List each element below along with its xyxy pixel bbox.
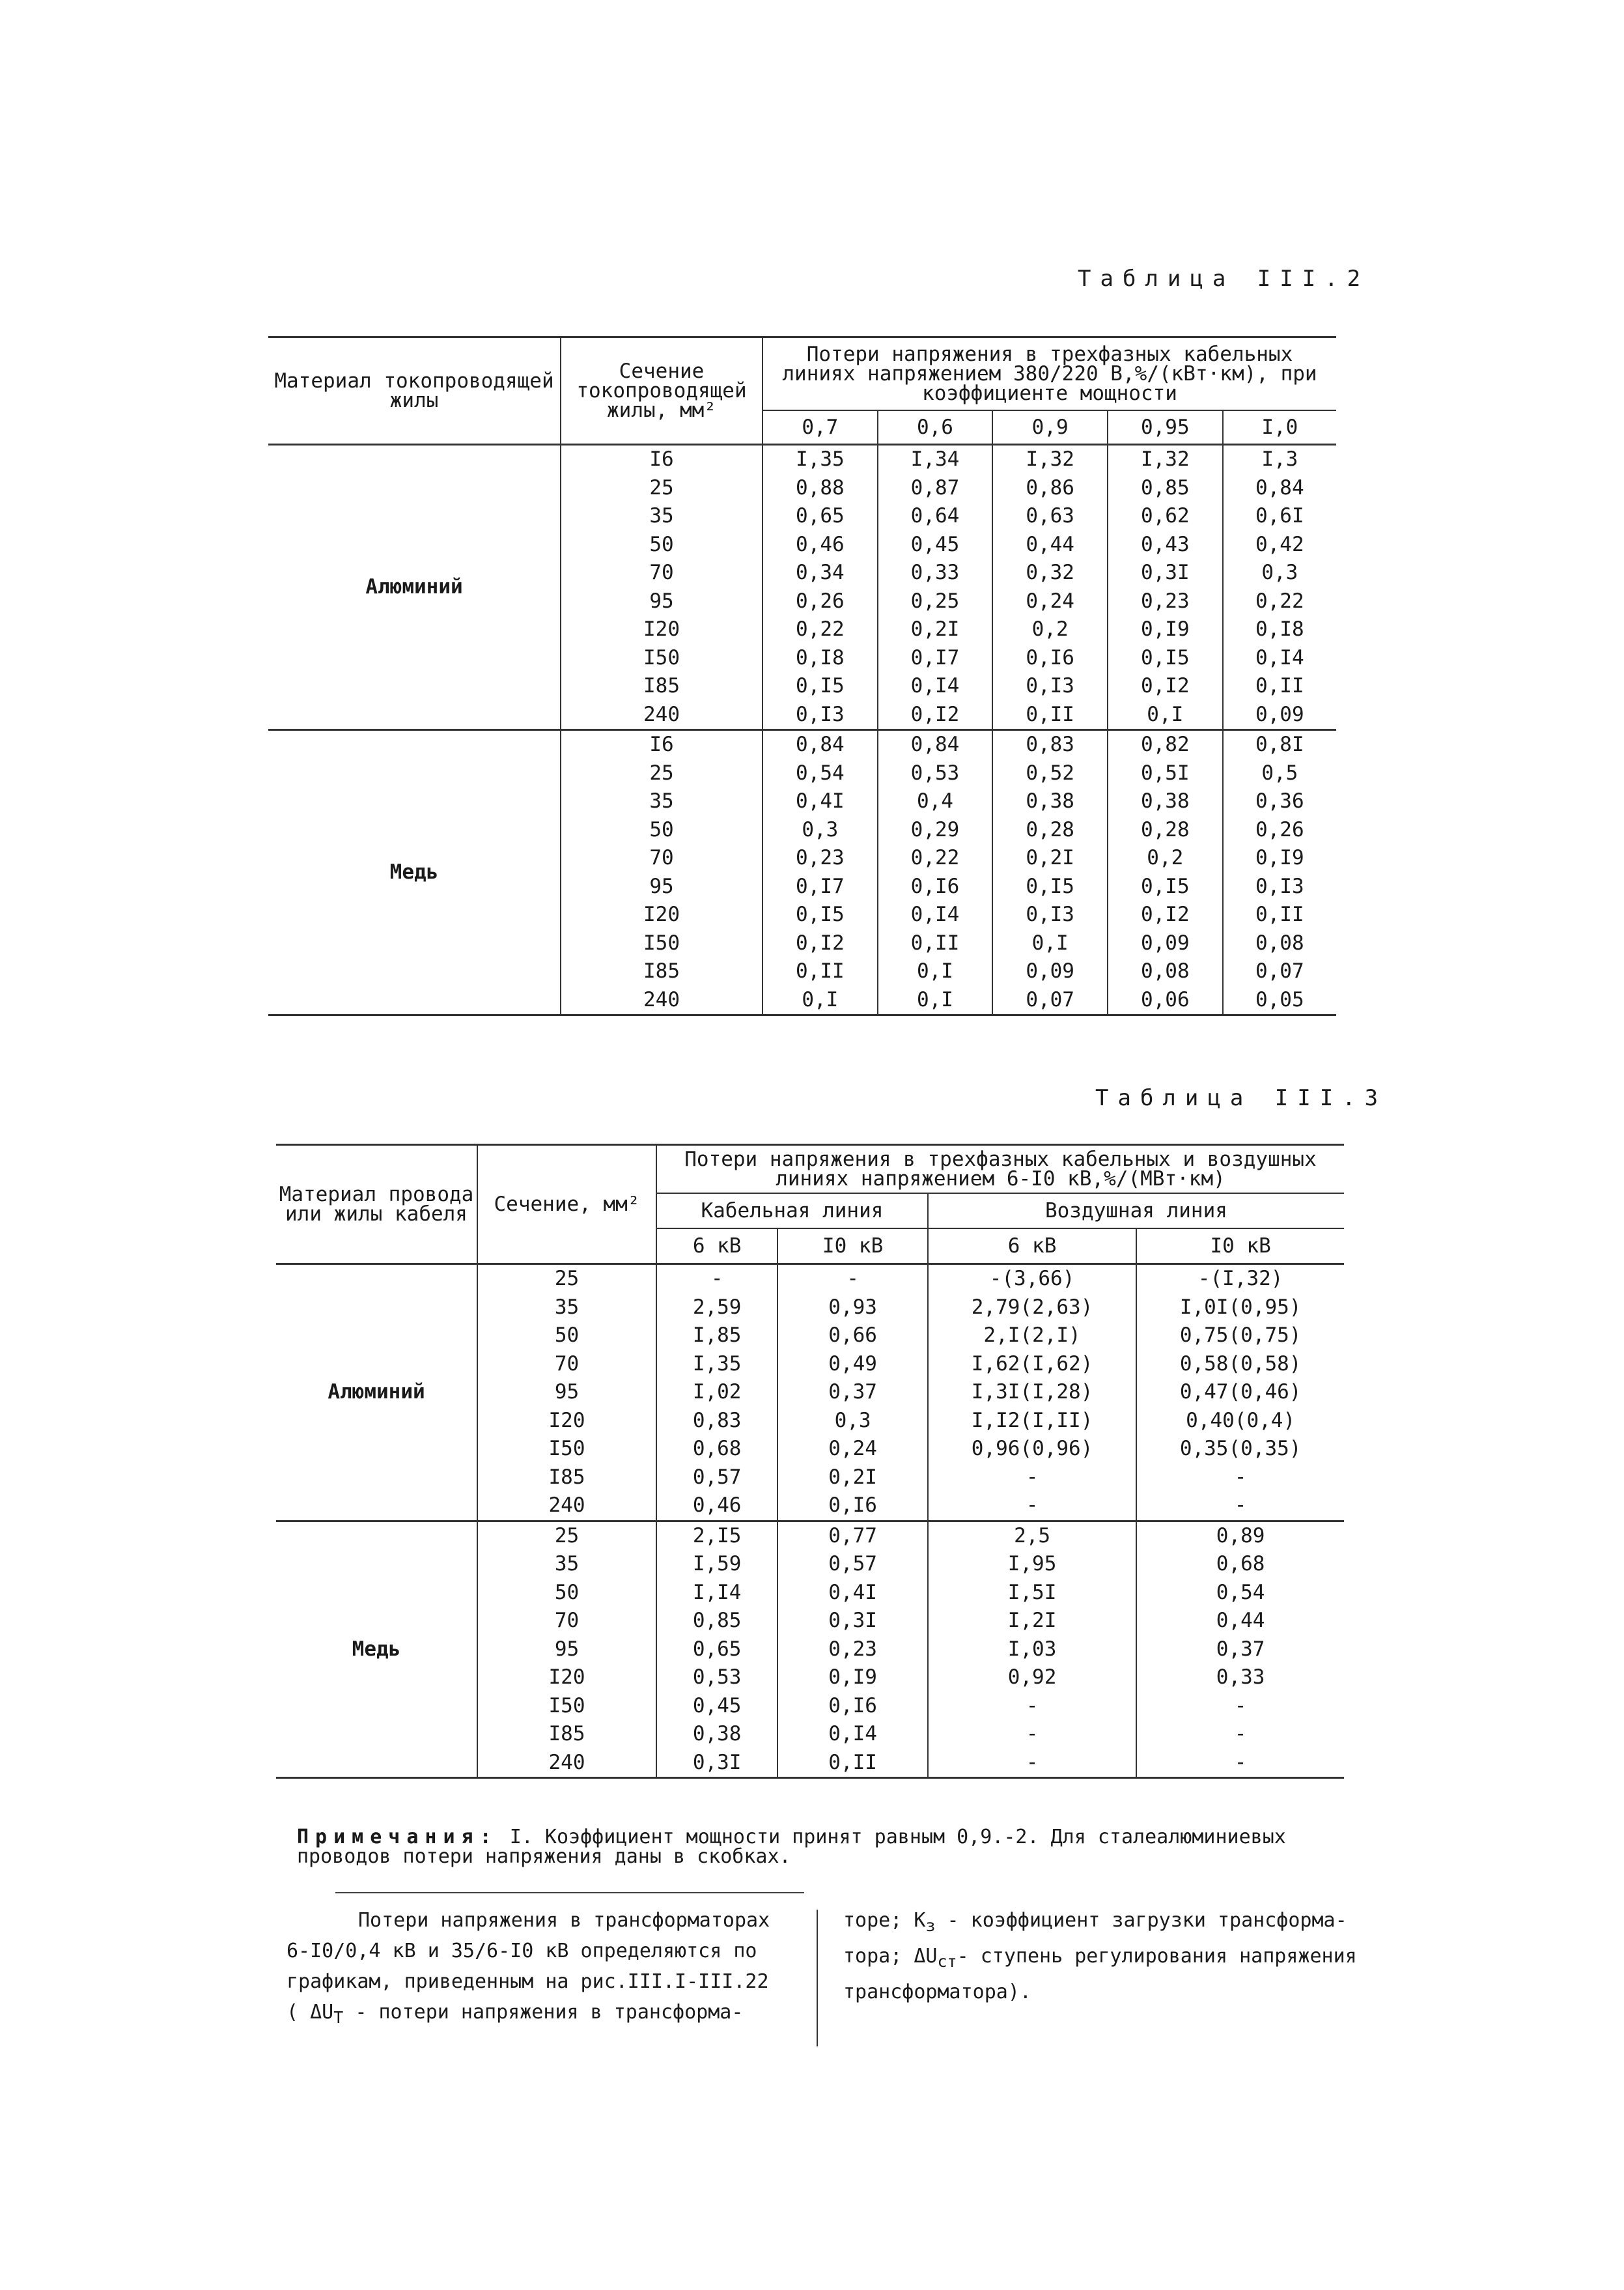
value-cell: 0,I4: [777, 1720, 928, 1749]
section-cell: I85: [561, 957, 763, 986]
value-cell: 0,45: [878, 531, 993, 559]
section-cell: 70: [561, 559, 763, 587]
value-cell: 0,45: [656, 1692, 777, 1721]
value-cell: 0,75(0,75): [1136, 1322, 1344, 1350]
value-cell: 0,52: [992, 759, 1108, 788]
value-cell: 0,I: [878, 986, 993, 1015]
value-cell: 0,2I: [992, 844, 1108, 873]
section-cell: I20: [477, 1407, 656, 1435]
value-cell: 0,38: [992, 787, 1108, 816]
value-cell: -: [656, 1264, 777, 1293]
header-cable-line: Кабельная линия: [656, 1193, 928, 1228]
section-cell: I50: [477, 1692, 656, 1721]
section-cell: 70: [477, 1350, 656, 1379]
value-cell: I,62(I,62): [928, 1350, 1136, 1379]
value-cell: 0,2: [992, 615, 1108, 644]
value-cell: 0,85: [656, 1607, 777, 1635]
value-cell: 0,83: [992, 730, 1108, 759]
value-cell: 0,09: [1223, 701, 1336, 730]
value-cell: 0,47(0,46): [1136, 1378, 1344, 1407]
value-cell: 0,36: [1223, 787, 1336, 816]
section-cell: 240: [477, 1491, 656, 1521]
section-cell: 95: [561, 587, 763, 616]
value-cell: 0,38: [656, 1720, 777, 1749]
text-line: [287, 1997, 801, 2033]
value-cell: 0,I9: [1223, 844, 1336, 873]
value-cell: 2,59: [656, 1293, 777, 1322]
value-cell: 0,I5: [1108, 644, 1223, 673]
header-losses: Потери напряжения в трехфазных кабельных и воздушных линиях напряжением 6-I0 кВ,%/(МВт·км): [656, 1145, 1344, 1194]
notes-heading: Примечания:: [297, 1826, 498, 1848]
value-cell: 0,88: [763, 474, 878, 503]
section-cell: I20: [477, 1663, 656, 1692]
section-cell: 95: [477, 1635, 656, 1664]
subscript: T: [333, 2008, 344, 2027]
value-cell: 0,I5: [763, 672, 878, 701]
value-cell: I,03: [928, 1635, 1136, 1664]
value-cell: 0,23: [777, 1635, 928, 1664]
material-cell: Алюминий: [328, 1380, 425, 1404]
section-cell: I50: [477, 1435, 656, 1463]
section-cell: I85: [477, 1463, 656, 1492]
value-cell: 0,I3: [992, 901, 1108, 929]
header-material: Материал провода или жилы кабеля: [279, 1183, 474, 1226]
value-cell: 0,I: [878, 957, 993, 986]
value-cell: I,0I(0,95): [1136, 1293, 1344, 1322]
value-cell: 0,87: [878, 474, 993, 503]
value-cell: 0,53: [656, 1663, 777, 1692]
header-pf: 0,7: [763, 410, 878, 445]
value-cell: 0,5: [1223, 759, 1336, 788]
value-cell: 0,44: [992, 531, 1108, 559]
value-cell: 0,40(0,4): [1136, 1407, 1344, 1435]
value-cell: 0,64: [878, 502, 993, 531]
value-cell: I,95: [928, 1550, 1136, 1579]
value-cell: 0,84: [1223, 474, 1336, 503]
value-cell: 0,65: [763, 502, 878, 531]
value-cell: -: [1136, 1692, 1344, 1721]
value-cell: 0,38: [1108, 787, 1223, 816]
value-cell: 0,I9: [1108, 615, 1223, 644]
table-voltage-loss-380-220: [268, 336, 1336, 1016]
value-cell: -: [928, 1491, 1136, 1521]
header-cable-6kv: 6 кВ: [656, 1228, 777, 1264]
header-pf: 0,95: [1108, 410, 1223, 445]
value-cell: 0,I2: [763, 929, 878, 958]
value-cell: 0,I4: [1223, 644, 1336, 673]
value-cell: I,5I: [928, 1579, 1136, 1607]
value-cell: -: [1136, 1463, 1344, 1492]
value-cell: -: [1136, 1720, 1344, 1749]
table-row: [268, 730, 1336, 759]
text-line: [843, 1905, 1364, 1941]
value-cell: 0,5I: [1108, 759, 1223, 788]
text-fragment: - ступень регулирования напряжения: [957, 1945, 1357, 1968]
section-cell: 50: [561, 531, 763, 559]
column-divider: [817, 1910, 818, 2046]
value-cell: 0,I7: [763, 873, 878, 901]
value-cell: 0,I6: [777, 1692, 928, 1721]
value-cell: 0,84: [763, 730, 878, 759]
material-cell: Медь: [352, 1637, 401, 1661]
value-cell: 0,82: [1108, 730, 1223, 759]
notes: [297, 1828, 1352, 1867]
text-line: 6-I0/0,4 кВ и 35/6-I0 кВ определяются по: [287, 1940, 757, 1962]
value-cell: 0,I4: [878, 672, 993, 701]
value-cell: 0,3I: [1108, 559, 1223, 587]
value-cell: 0,24: [992, 587, 1108, 616]
table-row: [276, 1521, 1344, 1550]
value-cell: 0,26: [1223, 816, 1336, 845]
value-cell: 0,I5: [763, 901, 878, 929]
value-cell: 0,53: [878, 759, 993, 788]
value-cell: 0,63: [992, 502, 1108, 531]
section-cell: 35: [561, 787, 763, 816]
value-cell: I,32: [992, 445, 1108, 474]
value-cell: 0,I2: [1108, 901, 1223, 929]
value-cell: 0,77: [777, 1521, 928, 1550]
header-air-6kv: 6 кВ: [928, 1228, 1136, 1264]
value-cell: -: [928, 1749, 1136, 1778]
value-cell: 2,I5: [656, 1521, 777, 1550]
value-cell: 0,42: [1223, 531, 1336, 559]
value-cell: -: [1136, 1749, 1344, 1778]
value-cell: 0,II: [878, 929, 993, 958]
value-cell: 0,28: [992, 816, 1108, 845]
value-cell: I,85: [656, 1322, 777, 1350]
value-cell: I,2I: [928, 1607, 1136, 1635]
text-fragment: тора; ΔU: [843, 1945, 938, 1968]
value-cell: I,32: [1108, 445, 1223, 474]
header-pf: 0,6: [878, 410, 993, 445]
value-cell: 0,I7: [878, 644, 993, 673]
value-cell: 0,28: [1108, 816, 1223, 845]
value-cell: 0,66: [777, 1322, 928, 1350]
value-cell: I,02: [656, 1378, 777, 1407]
table3-caption: Таблица III.3: [1095, 1085, 1388, 1111]
section-cell: 50: [561, 816, 763, 845]
section-cell: 95: [477, 1378, 656, 1407]
value-cell: 0,I5: [992, 873, 1108, 901]
value-cell: I,3: [1223, 445, 1336, 474]
material-cell: Медь: [389, 860, 439, 884]
section-cell: 25: [477, 1264, 656, 1293]
value-cell: 0,I6: [878, 873, 993, 901]
value-cell: 0,I4: [878, 901, 993, 929]
value-cell: 0,08: [1223, 929, 1336, 958]
value-cell: 0,37: [1136, 1635, 1344, 1664]
material-cell: Алюминий: [365, 574, 463, 599]
value-cell: 0,3I: [777, 1607, 928, 1635]
value-cell: 0,I6: [992, 644, 1108, 673]
value-cell: 0,68: [1136, 1550, 1344, 1579]
value-cell: 0,08: [1108, 957, 1223, 986]
value-cell: 0,I6: [777, 1491, 928, 1521]
text-line: трансформатора).: [843, 1981, 1031, 2003]
value-cell: 0,49: [777, 1350, 928, 1379]
text-line: графикам, приведенным на рис.III.I-III.22: [287, 1970, 769, 1993]
value-cell: 0,3: [1223, 559, 1336, 587]
value-cell: 0,68: [656, 1435, 777, 1463]
value-cell: -(3,66): [928, 1264, 1136, 1293]
value-cell: I,35: [656, 1350, 777, 1379]
subscript: ст: [937, 1952, 957, 1971]
header-cable-10kv: I0 кВ: [777, 1228, 928, 1264]
value-cell: I,35: [763, 445, 878, 474]
table-row: [268, 445, 1336, 474]
value-cell: 0,6I: [1223, 502, 1336, 531]
value-cell: 0,35(0,35): [1136, 1435, 1344, 1463]
value-cell: 0,I: [763, 986, 878, 1015]
header-material: Материал токопроводящей жилы: [274, 369, 554, 412]
value-cell: 0,05: [1223, 986, 1336, 1015]
value-cell: 0,I3: [992, 672, 1108, 701]
value-cell: I,34: [878, 445, 993, 474]
value-cell: 0,23: [763, 844, 878, 873]
header-section: Сечение токопроводящей жилы, мм²: [561, 337, 763, 445]
text-column-right: [843, 1905, 1364, 2007]
value-cell: 0,37: [777, 1378, 928, 1407]
value-cell: 0,4I: [777, 1579, 928, 1607]
value-cell: 0,84: [878, 730, 993, 759]
value-cell: 0,86: [992, 474, 1108, 503]
header-pf: I,0: [1223, 410, 1336, 445]
value-cell: 0,54: [763, 759, 878, 788]
value-cell: 0,89: [1136, 1521, 1344, 1550]
header-air-10kv: I0 кВ: [1136, 1228, 1344, 1264]
subscript: з: [925, 1916, 936, 1935]
text-fragment: - потери напряжения в трансформа-: [343, 2001, 744, 2024]
notes-text: I. Коэффициент мощности принят равным 0,9.-2. Для сталеалюминиевых проводов потери напряжения даны в скобках.: [297, 1826, 1286, 1868]
value-cell: 0,I5: [1108, 873, 1223, 901]
section-cell: 70: [561, 844, 763, 873]
value-cell: 0,57: [777, 1550, 928, 1579]
value-cell: 0,I3: [763, 701, 878, 730]
value-cell: 0,II: [777, 1749, 928, 1778]
section-cell: 70: [477, 1607, 656, 1635]
value-cell: 0,85: [1108, 474, 1223, 503]
value-cell: 0,29: [878, 816, 993, 845]
header-pf: 0,9: [992, 410, 1108, 445]
value-cell: 0,33: [1136, 1663, 1344, 1692]
value-cell: 0,I2: [878, 701, 993, 730]
value-cell: 0,8I: [1223, 730, 1336, 759]
header-section: Сечение, мм²: [477, 1145, 656, 1264]
text-fragment: торе; K: [843, 1909, 926, 1932]
value-cell: 0,54: [1136, 1579, 1344, 1607]
value-cell: 0,46: [656, 1491, 777, 1521]
value-cell: 0,3: [777, 1407, 928, 1435]
section-cell: I85: [477, 1720, 656, 1749]
section-cell: 25: [561, 474, 763, 503]
value-cell: 0,57: [656, 1463, 777, 1492]
value-cell: -(I,32): [1136, 1264, 1344, 1293]
value-cell: -: [777, 1264, 928, 1293]
section-cell: 35: [477, 1550, 656, 1579]
value-cell: 0,92: [928, 1663, 1136, 1692]
value-cell: -: [928, 1692, 1136, 1721]
section-cell: 25: [477, 1521, 656, 1550]
value-cell: 0,22: [878, 844, 993, 873]
value-cell: I,3I(I,28): [928, 1378, 1136, 1407]
header-losses: Потери напряжения в трехфазных кабельных линиях напряжением 380/220 В,%/(кВт·км), при коэффициенте мощности: [763, 337, 1336, 411]
value-cell: 0,62: [1108, 502, 1223, 531]
header-air-line: Воздушная линия: [928, 1193, 1344, 1228]
value-cell: 0,I9: [777, 1663, 928, 1692]
value-cell: 0,I: [992, 929, 1108, 958]
text-line: [843, 1941, 1364, 1977]
value-cell: 0,33: [878, 559, 993, 587]
value-cell: -: [1136, 1491, 1344, 1521]
value-cell: 0,3: [763, 816, 878, 845]
section-cell: I6: [561, 730, 763, 759]
value-cell: 0,I8: [1223, 615, 1336, 644]
section-cell: I6: [561, 445, 763, 474]
text-column-left: [287, 1905, 801, 2033]
value-cell: I,I2(I,II): [928, 1407, 1136, 1435]
section-cell: I50: [561, 929, 763, 958]
value-cell: 0,09: [1108, 929, 1223, 958]
value-cell: 0,II: [1223, 672, 1336, 701]
value-cell: 0,07: [1223, 957, 1336, 986]
section-cell: 35: [561, 502, 763, 531]
section-cell: I20: [561, 615, 763, 644]
value-cell: 0,43: [1108, 531, 1223, 559]
value-cell: 0,I3: [1223, 873, 1336, 901]
table2-caption: Таблица III.2: [1078, 266, 1370, 292]
value-cell: 0,22: [763, 615, 878, 644]
value-cell: 0,4I: [763, 787, 878, 816]
section-cell: 240: [561, 701, 763, 730]
value-cell: I,I4: [656, 1579, 777, 1607]
value-cell: 0,2I: [878, 615, 993, 644]
value-cell: 2,5: [928, 1521, 1136, 1550]
section-cell: 35: [477, 1293, 656, 1322]
value-cell: 0,06: [1108, 986, 1223, 1015]
value-cell: 0,II: [992, 701, 1108, 730]
value-cell: 0,25: [878, 587, 993, 616]
value-cell: 0,I8: [763, 644, 878, 673]
value-cell: 0,58(0,58): [1136, 1350, 1344, 1379]
section-cell: 25: [561, 759, 763, 788]
value-cell: 0,83: [656, 1407, 777, 1435]
text-fragment: ( ΔU: [287, 2001, 334, 2024]
value-cell: 0,4: [878, 787, 993, 816]
section-cell: I20: [561, 901, 763, 929]
section-cell: 240: [477, 1749, 656, 1778]
value-cell: 0,II: [1223, 901, 1336, 929]
value-cell: 2,I(2,I): [928, 1322, 1136, 1350]
text-fragment: - коэффициент загрузки трансформа-: [935, 1909, 1347, 1932]
value-cell: 0,23: [1108, 587, 1223, 616]
section-cell: 50: [477, 1322, 656, 1350]
section-cell: 50: [477, 1579, 656, 1607]
value-cell: 0,44: [1136, 1607, 1344, 1635]
section-cell: 95: [561, 873, 763, 901]
value-cell: -: [928, 1720, 1136, 1749]
value-cell: 0,32: [992, 559, 1108, 587]
section-cell: I85: [561, 672, 763, 701]
value-cell: 0,46: [763, 531, 878, 559]
value-cell: 0,07: [992, 986, 1108, 1015]
text-line: Потери напряжения в трансформаторах: [358, 1909, 770, 1932]
value-cell: 0,34: [763, 559, 878, 587]
value-cell: I,59: [656, 1550, 777, 1579]
value-cell: 0,3I: [656, 1749, 777, 1778]
divider: [335, 1892, 804, 1893]
value-cell: 0,I: [1108, 701, 1223, 730]
value-cell: 0,26: [763, 587, 878, 616]
value-cell: 0,65: [656, 1635, 777, 1664]
value-cell: 0,24: [777, 1435, 928, 1463]
value-cell: 0,2: [1108, 844, 1223, 873]
value-cell: 0,2I: [777, 1463, 928, 1492]
value-cell: 0,II: [763, 957, 878, 986]
value-cell: 0,93: [777, 1293, 928, 1322]
value-cell: 0,22: [1223, 587, 1336, 616]
value-cell: 2,79(2,63): [928, 1293, 1136, 1322]
value-cell: 0,I2: [1108, 672, 1223, 701]
table-row: [276, 1264, 1344, 1293]
value-cell: 0,96(0,96): [928, 1435, 1136, 1463]
value-cell: 0,09: [992, 957, 1108, 986]
section-cell: 240: [561, 986, 763, 1015]
value-cell: -: [928, 1463, 1136, 1492]
section-cell: I50: [561, 644, 763, 673]
table-voltage-loss-6-10kv: [276, 1144, 1344, 1779]
